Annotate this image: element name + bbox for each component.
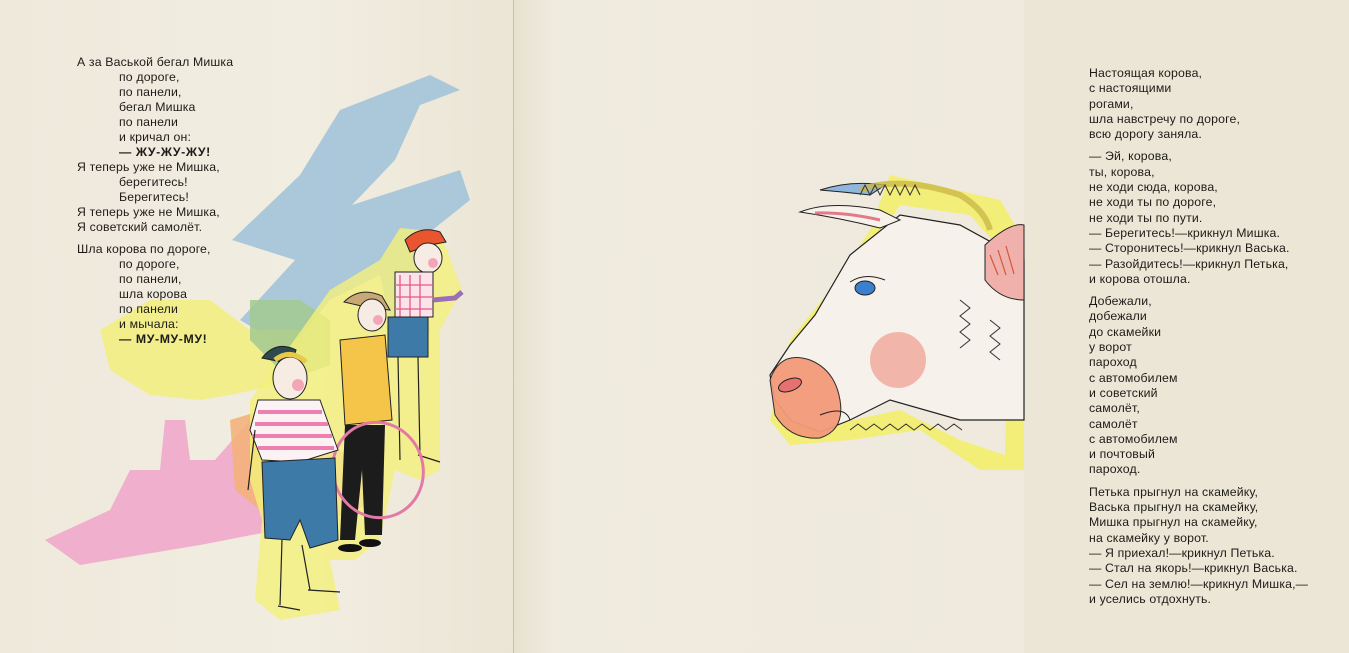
poem-line: бегал Мишка <box>119 100 196 114</box>
poem-line: самолёт <box>1089 416 1138 431</box>
poem-line: с настоящими <box>1089 81 1172 96</box>
poem-line: на скамейку у ворот. <box>1089 530 1209 545</box>
poem-line-shout: — МУ-МУ-МУ! <box>119 332 208 346</box>
poem-line: пароход <box>1089 355 1137 370</box>
poem-line: по панели <box>119 115 179 129</box>
poem-line: по дороге, <box>119 70 180 84</box>
stanza-3 <box>1089 66 1349 142</box>
stanza-2 <box>77 242 233 347</box>
poem-line: по дороге, <box>119 257 180 271</box>
stanza-1 <box>77 55 233 235</box>
poem-line: по панели, <box>119 85 182 99</box>
poem-line: не ходи сюда, корова, <box>1089 180 1218 195</box>
poem-line: шла корова <box>119 287 188 301</box>
poem-line: Я теперь уже не Мишка, <box>77 205 220 219</box>
poem-line: шла навстречу по дороге, <box>1089 111 1241 126</box>
poem-line: Васька прыгнул на скамейку, <box>1089 500 1259 515</box>
poem-line: добежали <box>1089 309 1147 324</box>
poem-line: берегитесь! <box>119 175 188 189</box>
poem-line: Настоящая корова, <box>1089 66 1203 80</box>
poem-line: не ходи ты по пути. <box>1089 210 1203 225</box>
poem-line: у ворот <box>1089 340 1132 355</box>
right-poem <box>1089 66 1349 607</box>
poem-line: Петька прыгнул на скамейку, <box>1089 484 1259 499</box>
cow-illustration <box>514 0 1024 653</box>
poem-line: Я советский самолёт. <box>77 220 203 234</box>
poem-line-shout: — ЖУ-ЖУ-ЖУ! <box>119 145 211 159</box>
poem-line: — Я приехал!—крикнул Петька. <box>1089 545 1275 560</box>
left-page <box>0 0 514 653</box>
poem-line: Я теперь уже не Мишка, <box>77 160 220 174</box>
poem-line: — Эй, корова, <box>1089 149 1172 164</box>
poem-line: А за Васькой бегал Мишка <box>77 55 234 69</box>
poem-line: с автомобилем <box>1089 370 1178 385</box>
poem-line: ты, корова, <box>1089 164 1155 179</box>
poem-line: — Сел на землю!—крикнул Мишка,— <box>1089 576 1309 591</box>
right-page <box>514 0 1309 653</box>
poem-line: по панели <box>119 302 179 316</box>
poem-line: самолёт, <box>1089 401 1140 416</box>
poem-line: с автомобилем <box>1089 431 1178 446</box>
poem-line: Шла корова по дороге, <box>77 242 211 256</box>
poem-line: до скамейки <box>1089 324 1162 339</box>
cow-cheek <box>870 332 926 388</box>
left-poem <box>77 55 233 347</box>
stanza-5 <box>1089 294 1349 478</box>
poem-line: пароход. <box>1089 462 1141 477</box>
poem-line: и кричал он: <box>119 130 192 144</box>
stanza-6 <box>1089 485 1349 607</box>
cow-eye <box>855 281 875 295</box>
poem-line: — Стал на якорь!—крикнул Васька. <box>1089 561 1298 576</box>
poem-line: Мишка прыгнул на скамейку, <box>1089 515 1258 530</box>
poem-line: — Разойдитесь!—крикнул Петька, <box>1089 256 1289 271</box>
poem-line: всю дорогу заняла. <box>1089 127 1202 142</box>
stanza-4 <box>1089 149 1349 287</box>
poem-line: по панели, <box>119 272 182 286</box>
poem-line: — Берегитесь!—крикнул Мишка. <box>1089 225 1281 240</box>
poem-line: рогами, <box>1089 96 1134 111</box>
poem-line: и уселись отдохнуть. <box>1089 591 1212 606</box>
poem-line: и корова отошла. <box>1089 271 1191 286</box>
poem-line: Добежали, <box>1089 294 1152 309</box>
poem-line: — Сторонитесь!—крикнул Васька. <box>1089 241 1290 256</box>
poem-line: и советский <box>1089 385 1158 400</box>
poem-line: Берегитесь! <box>119 190 189 204</box>
poem-line: и почтовый <box>1089 447 1155 462</box>
poem-line: не ходи ты по дороге, <box>1089 195 1217 210</box>
poem-line: и мычала: <box>119 317 179 331</box>
